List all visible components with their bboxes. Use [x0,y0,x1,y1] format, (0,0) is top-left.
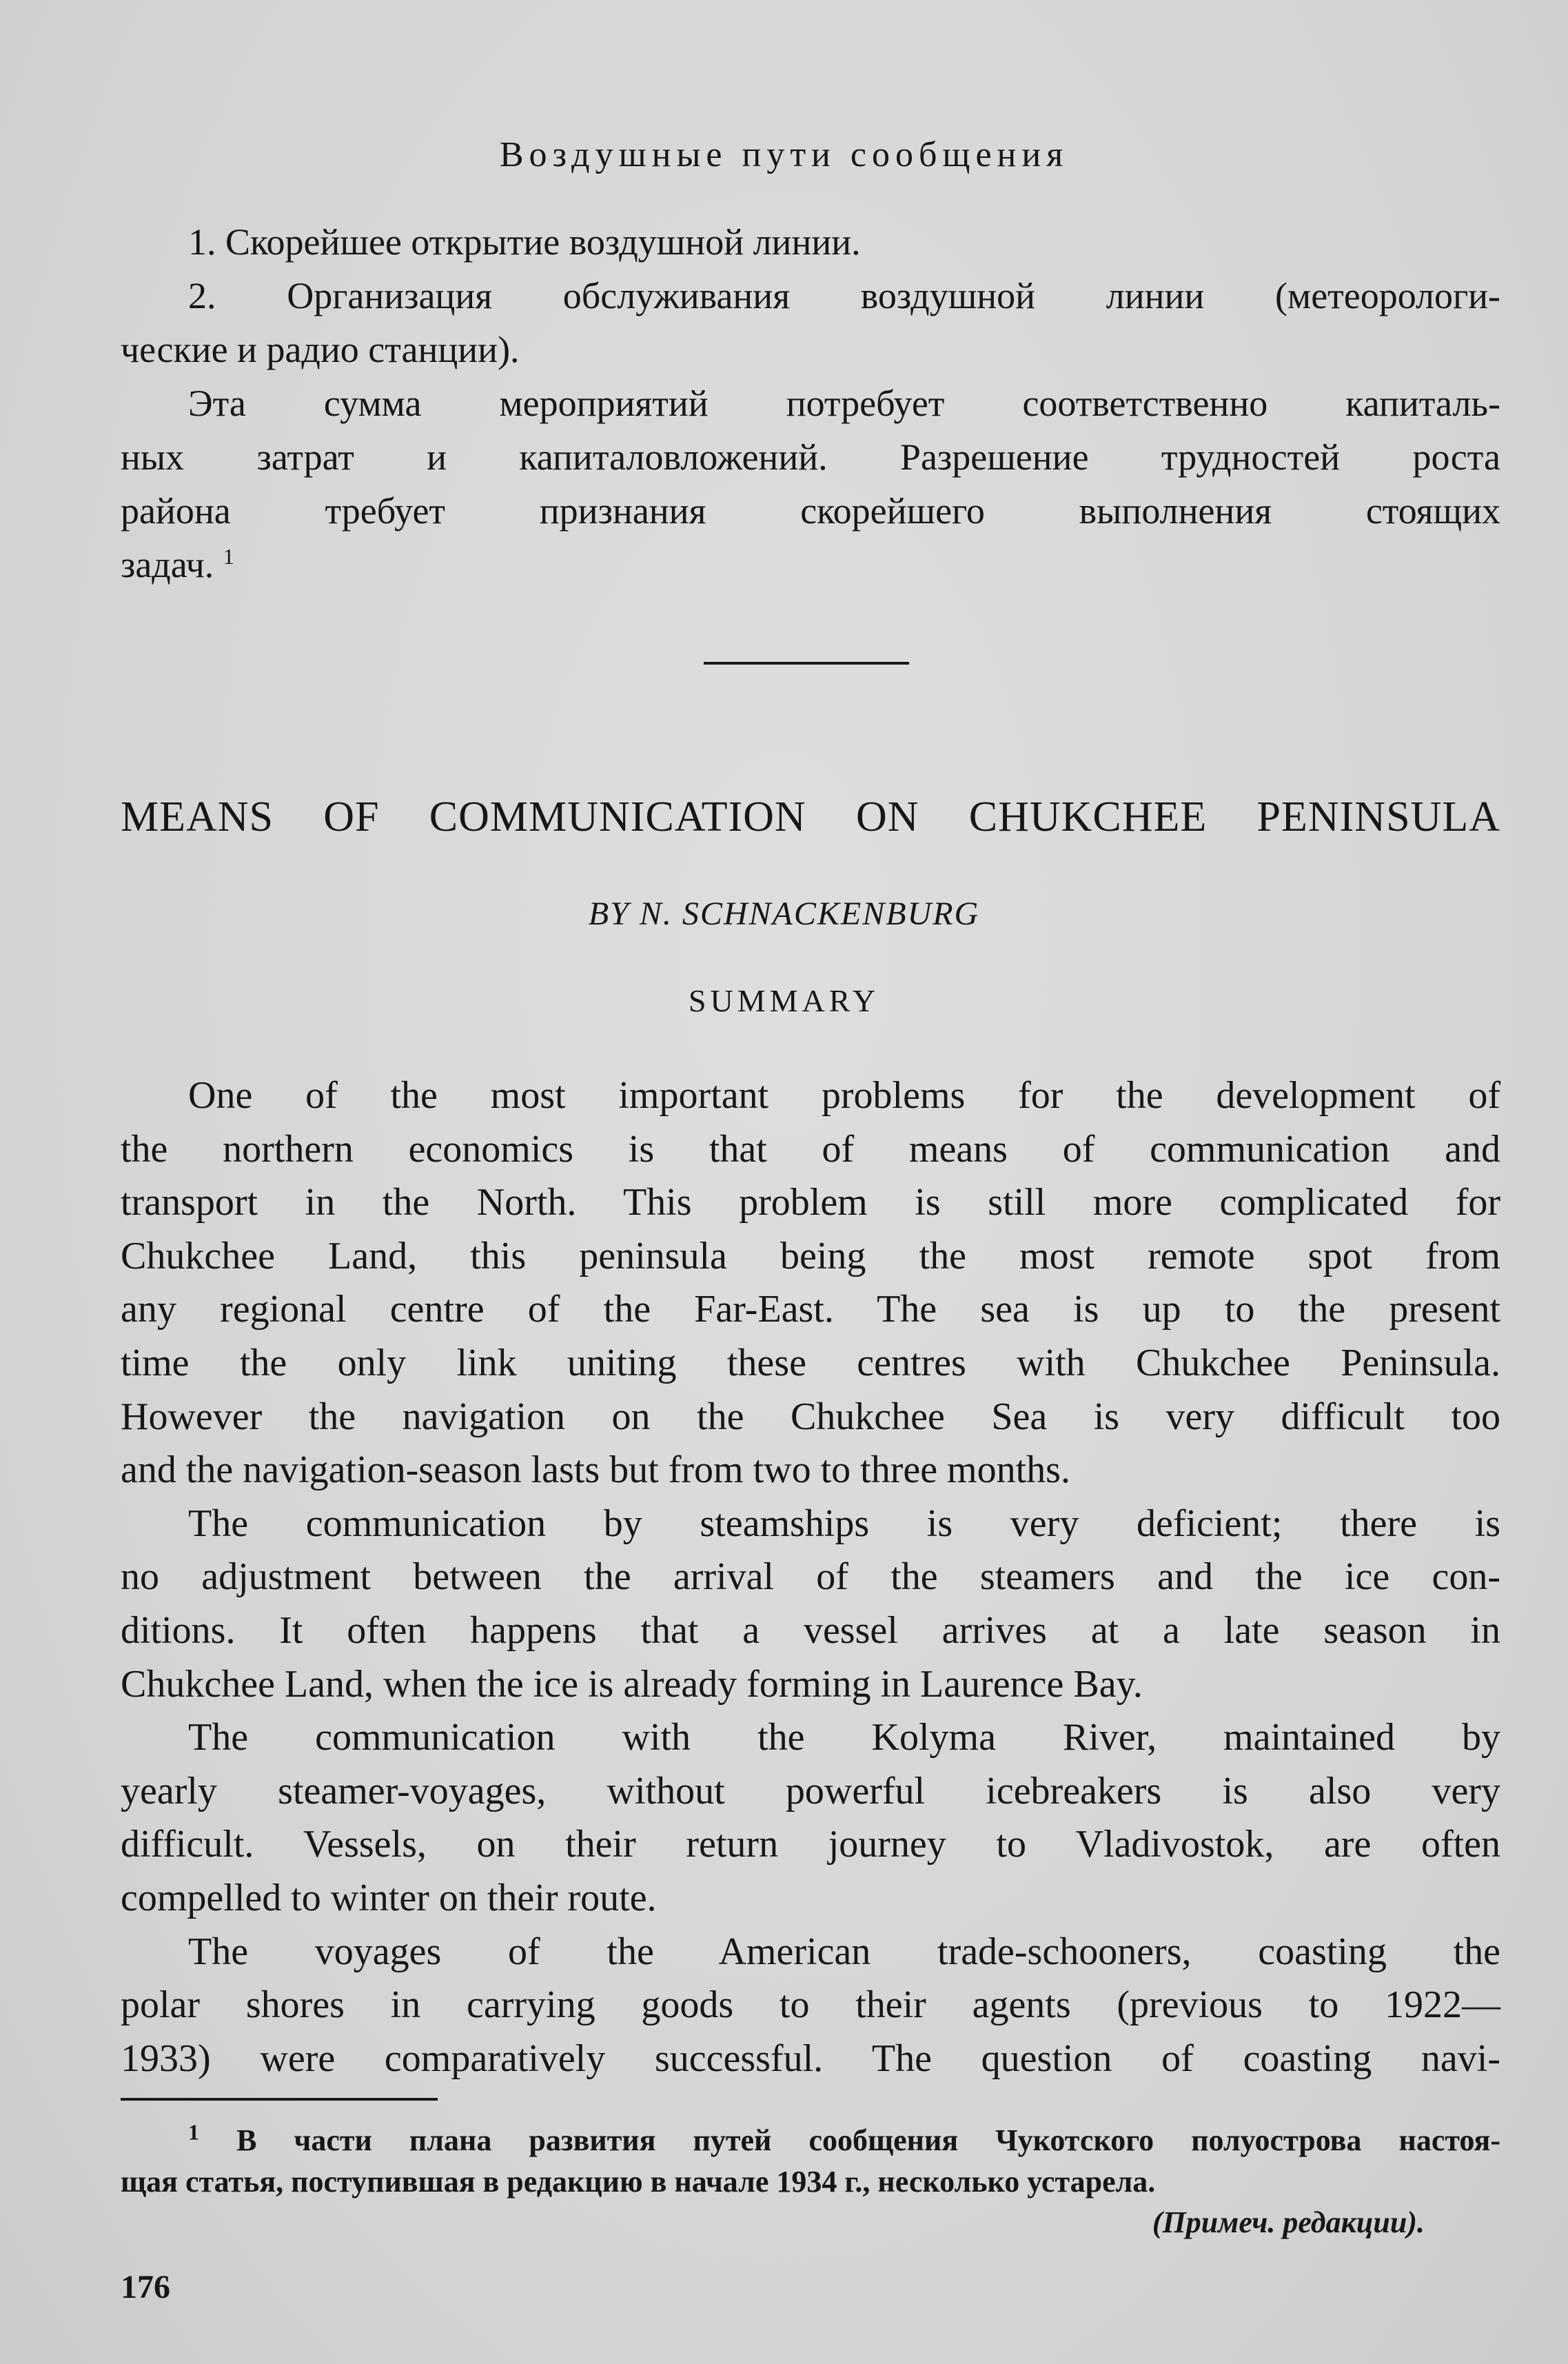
section-heading-air-routes: Воздушные пути сообщения [499,135,1069,174]
paragraph-line: time the only link uniting these centres with Chukchee Peninsula. [121,1341,1500,1384]
paragraph-line: However the navigation on the Chukchee Sea is very difficult too [121,1395,1500,1438]
paragraph-line [121,538,1500,592]
list-item-1: 1. Скорейшее открытие воздушной линии. [188,221,861,263]
article-title: MEANS OF COMMUNICATION ON CHUKCHEE PENINSULA [121,794,1500,840]
list-item-2-line: 2. Организация обслуживания воздушной линии (метеорологи- [188,275,1500,316]
footnote [121,2120,1500,2203]
paragraph-line: ditions. It often happens that a vessel arrives at a late season in [121,1608,1500,1652]
english-summary-block [121,1069,1500,2085]
paragraph-line: and the navigation-season lasts but from two to three months. [121,1448,1070,1492]
paragraph-line: difficult. Vessels, on their return journey to Vladivostok, are often [121,1823,1500,1866]
paragraph-line: compelled to winter on their route. [121,1876,657,1919]
paragraph-line: ных затрат и капиталовложений. Разрешение трудностей роста [121,436,1500,478]
footnote-line-text: В части плана развития путей сообщения Чукотского полуострова настоя- [236,2123,1500,2157]
paragraph-line: transport in the North. This problem is still more complicated for [121,1181,1500,1224]
paragraph-line: no adjustment between the arrival of the steamers and the ice con- [121,1555,1500,1599]
paragraph-line: The communication with the Kolyma River, maintained by [188,1716,1500,1759]
section-divider [704,662,909,665]
paragraph-line: Chukchee Land, when the ice is already forming in Laurence Bay. [121,1662,1143,1706]
footnote-line [121,2120,1500,2161]
list-item-2-line: ческие и радио станции). [121,329,520,370]
paragraph-line: the northern economics is that of means of communication and [121,1127,1500,1171]
page-number: 176 [121,2269,170,2305]
paragraph-line: yearly steamer-voyages, without powerful icebreakers is also very [121,1769,1500,1812]
summary-heading: SUMMARY [688,983,880,1018]
russian-text-block [121,215,1500,592]
article-byline: BY N. SCHNACKENBURG [588,896,980,932]
paragraph-line: 1933) were comparatively successful. The question of coasting navi- [121,2037,1500,2080]
footnote-marker: 1 [188,2119,199,2145]
paragraph-line: One of the most important problems for the development of [188,1074,1500,1117]
paragraph-line: The communication by steamships is very deficient; there is [188,1502,1500,1545]
paragraph-line: The voyages of the American trade-schooners, coasting the [188,1930,1500,1973]
editor-note: (Примеч. редакции). [1152,2205,1425,2239]
paragraph-line: any regional centre of the Far-East. The sea is up to the present [121,1288,1500,1331]
paragraph-line: Chukchee Land, this peninsula being the most remote spot from [121,1234,1500,1277]
paragraph-line: Эта сумма мероприятий потребует соответственно капиталь- [188,383,1500,424]
footnote-divider [121,2098,438,2101]
paragraph-line: polar shores in carrying goods to their agents (previous to 1922— [121,1983,1500,2027]
paragraph-line: района требует признания скорейшего выполнения стоящих [121,490,1500,532]
paragraph-line-text: задач. [121,544,214,585]
footnote-line: щая статья, поступившая в редакцию в начале 1934 г., несколько устарела. [121,2165,1156,2199]
footnote-reference: 1 [223,544,234,569]
